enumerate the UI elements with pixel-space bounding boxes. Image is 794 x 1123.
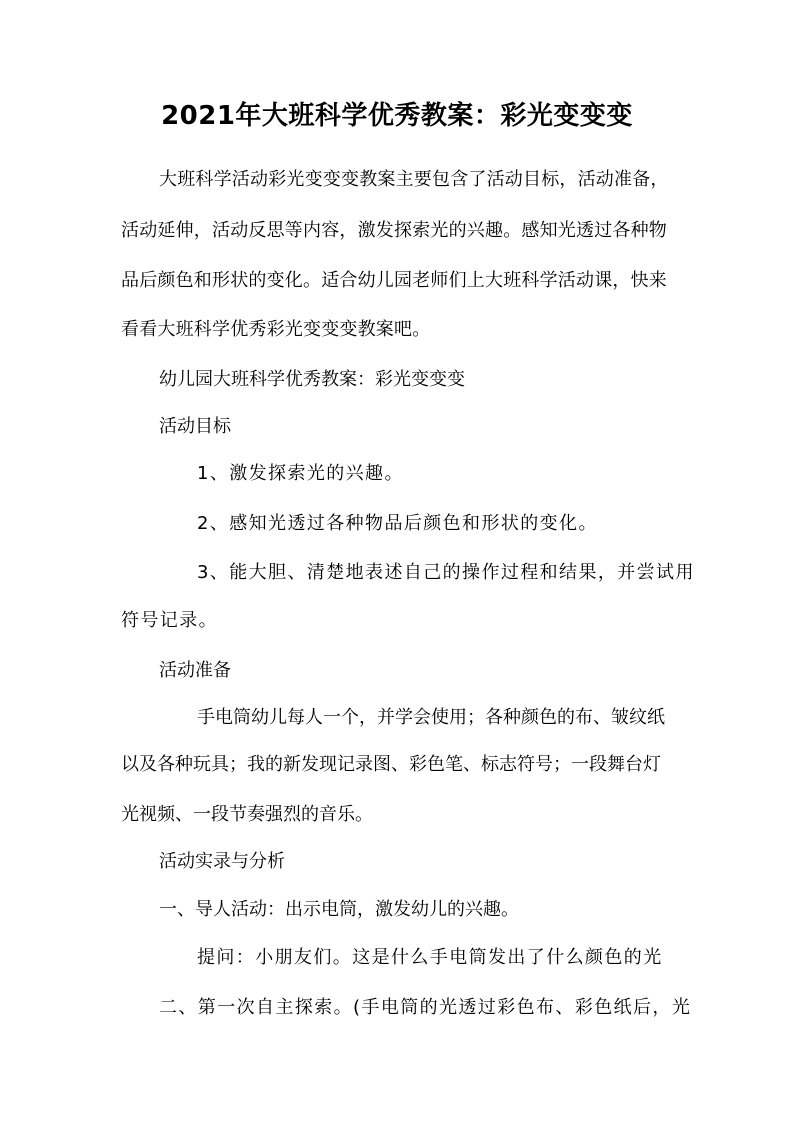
intro-line-4: 看看大班科学优秀彩光变变变教案吧。 [121,319,431,340]
intro-line-3: 品后颜色和形状的变化。适合幼儿园老师们上大班科学活动课，快来 [121,270,667,291]
goal-item-1: 1、激发探索光的兴趣。 [197,463,404,484]
prep-heading: 活动准备 [159,660,231,681]
intro-line-1: 大班科学活动彩光变变变教案主要包含了活动目标，活动准备， [159,169,669,190]
step-1: 一、导人活动：出示电筒，激发幼儿的兴趣。 [159,899,519,920]
prep-line-3: 光视频、一段节奏强烈的音乐。 [121,804,373,825]
document-title: 2021年大班科学优秀教案：彩光变变变 [161,101,633,131]
goal-item-3-cont: 符号记录。 [121,610,218,631]
goal-item-3: 3、能大胆、清楚地表述自己的操作过程和结果，并尝试用 [197,562,695,583]
prep-line-2: 以及各种玩具；我的新发现记录图、彩色笔、标志符号；一段舞台灯 [121,754,661,775]
subtitle: 幼儿园大班科学优秀教案：彩光变变变 [159,369,465,390]
goal-item-2: 2、感知光透过各种物品后颜色和形状的变化。 [197,513,598,534]
intro-line-2: 活动延伸，活动反思等内容，激发探索光的兴趣。感知光透过各种物 [121,220,667,241]
prep-line-1: 手电筒幼儿每人一个，并学会使用；各种颜色的布、皱纹纸 [197,707,665,728]
step-2: 二、第一次自主探索。(手电筒的光透过彩色布、彩色纸后，光 [159,997,692,1018]
question-line: 提问：小朋友们。这是什么手电筒发出了什么颜色的光 [197,947,663,968]
record-heading: 活动实录与分析 [159,851,285,872]
goals-heading: 活动目标 [159,416,231,437]
